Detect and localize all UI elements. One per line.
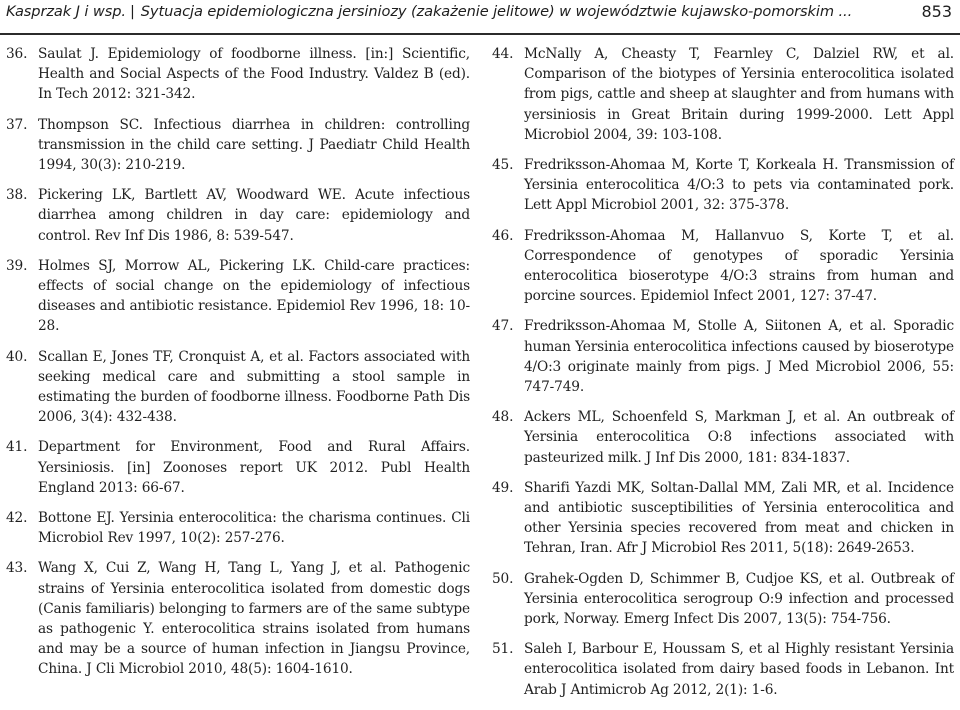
reference-text: Saulat J. Epidemiology of foodborne illness. [in:] Scientific, Health and Social Aspects of the Food Industry. Valdez B (ed). In Tech 2012: 321-342. <box>38 46 470 103</box>
reference-text: Pickering LK, Bartlett AV, Woodward WE. Acute infectious diarrhea among children in day care: epidemiology and control. Rev Inf Dis 1986, 8: 539-547. <box>38 187 470 244</box>
reference-number: 48. <box>492 409 514 426</box>
reference-number: 42. <box>6 510 28 527</box>
page-header <box>0 0 960 34</box>
reference-item <box>6 437 470 498</box>
reference-item <box>6 44 470 105</box>
header-rule <box>0 33 960 35</box>
reference-text: Fredriksson-Ahomaa M, Hallanvuo S, Korte T, et al. Correspondence of genotypes of sporadic Yersinia enterocolitica bioserotype 4/O:3 strains from human and porcine sources. Epidemiol Infect 2001, 127: 37-47. <box>524 227 954 305</box>
reference-text: Holmes SJ, Morrow AL, Pickering LK. Child-care practices: effects of social change on the epidemiology of infectious diseases and antibiotic resistance. Epidemiol Rev 1996, 18: 10-28. <box>38 257 470 335</box>
reference-text: McNally A, Cheasty T, Fearnley C, Dalziel RW, et al. Comparison of the biotypes of Yersinia enterocolitica isolated from pigs, cattle and sheep at slaughter and from humans with yersiniosis in Great Britain during 1999-2000. Lett Appl Microbiol 2004, 39: 103-108. <box>524 46 954 143</box>
reference-number: 47. <box>492 318 514 335</box>
running-title-text: Sytuacja epidemiologiczna jersiniozy (zakażenie jelitowe) w województwie kujawsko-pomorskim ... <box>140 3 853 20</box>
reference-text: Department for Environment, Food and Rural Affairs. Yersiniosis. [in] Zoonoses report UK 2012. Publ Health England 2013: 66-67. <box>38 439 470 496</box>
reference-number: 39. <box>6 257 28 274</box>
reference-item <box>492 316 954 397</box>
reference-text: Scallan E, Jones TF, Cronquist A, et al. Factors associated with seeking medical care and submitting a stool sample in estimating the burden of foodborne illness. Foodborne Path Dis 2006, 3(4): 432-438. <box>38 348 470 426</box>
reference-text: Sharifi Yazdi MK, Soltan-Dallal MM, Zali MR, et al. Incidence and antibiotic susceptibilities of Yersinia enterocolitica and other Yersinia species recovered from meat and chicken in Tehran, Iran. Afr J Microbiol Res 2011, 5(18): 2649-2653. <box>524 479 954 557</box>
reference-text: Bottone EJ. Yersinia enterocolitica: the charisma continues. Cli Microbiol Rev 1997, 10(2): 257-276. <box>38 510 470 547</box>
reference-number: 40. <box>6 348 28 365</box>
reference-number: 38. <box>6 187 28 204</box>
reference-item <box>492 155 954 216</box>
running-title <box>6 3 852 20</box>
reference-text: Fredriksson-Ahomaa M, Stolle A, Siitonen A, et al. Sporadic human Yersinia enterocolitica infections caused by bioserotype 4/O:3 originate mainly from pigs. J Med Microbiol 2006, 55: 747-749. <box>524 318 954 396</box>
reference-number: 37. <box>6 116 28 133</box>
reference-text: Wang X, Cui Z, Wang H, Tang L, Yang J, et al. Pathogenic strains of Yersinia enterocolitica isolated from domestic dogs (Canis familiaris) belonging to farmers are of the same subtype as pathogenic Y. enterocolitica strains isolated from humans and may be a source of human infection in Jiangsu Province, China. J Cli Microbiol 2010, 48(5): 1604-1610. <box>38 560 470 678</box>
reference-item <box>492 478 954 559</box>
reference-item <box>492 407 954 468</box>
references-column-left <box>6 44 470 690</box>
reference-item <box>492 226 954 307</box>
reference-number: 41. <box>6 439 28 456</box>
reference-item <box>6 115 470 176</box>
page-number: 853 <box>921 2 952 21</box>
reference-number: 49. <box>492 479 514 496</box>
reference-text: Grahek-Ogden D, Schimmer B, Cudjoe KS, et al. Outbreak of Yersinia enterocolitica serogroup O:9 infection and processed pork, Norway. Emerg Infect Dis 2007, 13(5): 754-756. <box>524 570 954 628</box>
reference-item <box>492 639 954 700</box>
reference-text: Thompson SC. Infectious diarrhea in children: controlling transmission in the child care setting. J Paediatr Child Health 1994, 30(3): 210-219. <box>38 116 470 174</box>
references-column-right <box>492 44 954 710</box>
reference-item <box>6 508 470 548</box>
reference-text: Fredriksson-Ahomaa M, Korte T, Korkeala H. Transmission of Yersinia enterocolitica 4/O:3 to pets via contaminated pork. Lett Appl Microbiol 2001, 32: 375-378. <box>524 157 954 214</box>
reference-number: 50. <box>492 570 514 587</box>
reference-item <box>6 347 470 428</box>
reference-number: 36. <box>6 46 28 62</box>
reference-number: 43. <box>6 560 28 577</box>
reference-number: 44. <box>492 46 514 62</box>
running-title-authors: Kasprzak J i wsp. <box>6 3 126 20</box>
reference-number: 46. <box>492 227 514 244</box>
running-title-separator: | <box>129 3 135 20</box>
reference-item <box>6 558 470 679</box>
reference-item <box>6 185 470 246</box>
reference-text: Saleh I, Barbour E, Houssam S, et al Highly resistant Yersinia enterocolitica isolated from dairy based foods in Lebanon. Int Arab J Antimicrob Ag 2012, 2(1): 1-6. <box>524 641 954 698</box>
reference-item <box>492 44 954 145</box>
reference-number: 51. <box>492 641 514 658</box>
reference-item <box>6 256 470 337</box>
reference-number: 45. <box>492 157 514 174</box>
reference-item <box>492 569 954 630</box>
reference-text: Ackers ML, Schoenfeld S, Markman J, et al. An outbreak of Yersinia enterocolitica O:8 infections associated with pasteurized milk. J Inf Dis 2000, 181: 834-1837. <box>524 409 954 466</box>
